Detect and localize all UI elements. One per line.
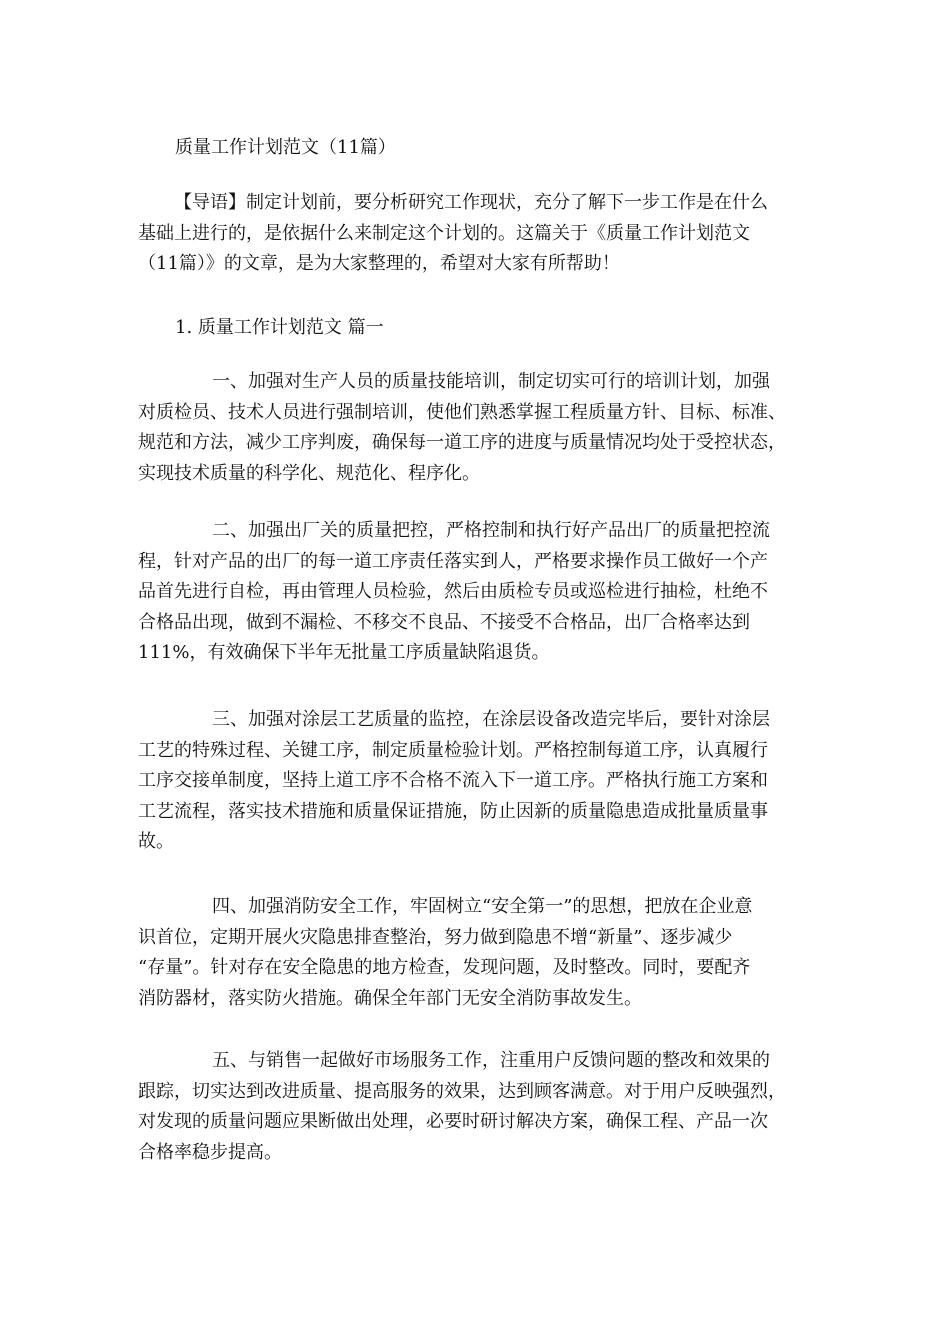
paragraph-line: 五、与销售一起做好市场服务工作，注重用户反馈问题的整改和效果的: [212, 1050, 770, 1071]
paragraph-line: “存量”。针对存在安全隐患的地方检查，发现问题，及时整改。同时，要配齐: [138, 957, 751, 978]
paragraph-line: 实现技术质量的科学化、规范化、程序化。: [138, 462, 480, 484]
paragraph-line: 工艺的特殊过程、关键工序，制定质量检验计划。严格控制每道工序，认真履行: [138, 739, 768, 761]
paragraph-line: 品首先进行自检，再由管理人员检验，然后由质检专员或巡检进行抽检，杜绝不: [138, 581, 768, 602]
paragraph-line: 111%，有效确保下半年无批量工序质量缺陷退货。: [138, 642, 550, 663]
paragraph-line: 工序交接单制度，坚持上道工序不合格不流入下一道工序。严格执行施工方案和: [138, 770, 768, 791]
paragraph-5: [138, 1046, 818, 1168]
intro-paragraph: [138, 188, 818, 280]
intro-line: 基础上进行的，是依据什么来制定这个计划的。这篇关于《质量工作计划范文: [138, 222, 750, 244]
paragraph-line: 对质检员、技术人员进行强制培训，使他们熟悉掌握工程质量方针、目标、标准、: [138, 401, 786, 423]
paragraph-line: 识首位，定期开展火灾隐患排查整治，努力做到隐患不增“新量”、逐步减少: [138, 926, 733, 948]
paragraph-line: 二、加强出厂关的质量把控，严格控制和执行好产品出厂的质量把控流: [212, 520, 770, 541]
paragraph-3: [138, 705, 818, 858]
section-heading: 1. 质量工作计划范文 篇一: [175, 317, 384, 338]
paragraph-2: [138, 516, 818, 669]
paragraph-line: 三、加强对涂层工艺质量的监控，在涂层设备改造完毕后，要针对涂层: [212, 709, 770, 730]
paragraph-4: [138, 892, 818, 1014]
paragraph-line: 故。: [138, 831, 174, 852]
paragraph-line: 工艺流程，落实技术措施和质量保证措施，防止因新的质量隐患造成批量质量事: [138, 800, 768, 822]
paragraph-line: 对发现的质量问题应果断做出处理，必要时研讨解决方案，确保工程、产品一次: [138, 1111, 768, 1132]
paragraph-line: 合格品出现，做到不漏检、不移交不良品、不接受不合格品，出厂合格率达到: [138, 611, 750, 633]
intro-line: 【导语】制定计划前，要分析研究工作现状，充分了解下一步工作是在什么: [174, 192, 768, 213]
intro-line: （11篇）》的文章，是为大家整理的，希望对大家有所帮助！: [138, 253, 620, 274]
paragraph-line: 一、加强对生产人员的质量技能培训，制定切实可行的培训计划，加强: [212, 371, 770, 392]
paragraph-line: 合格率稳步提高。: [138, 1141, 282, 1163]
paragraph-1: [138, 367, 818, 489]
paragraph-line: 消防器材，落实防火措施。确保全年部门无安全消防事故发生。: [138, 987, 642, 1009]
document-title: 质量工作计划范文（11篇）: [175, 137, 396, 158]
paragraph-line: 跟踪，切实达到改进质量、提高服务的效果，达到顾客满意。对于用户反映强烈，: [138, 1080, 786, 1102]
paragraph-line: 规范和方法，减少工序判废，确保每一道工序的进度与质量情况均处于受控状态，: [138, 432, 786, 453]
paragraph-line: 程，针对产品的出厂的每一道工序责任落实到人，严格要求操作员工做好一个产: [138, 550, 768, 572]
paragraph-line: 四、加强消防安全工作，牢固树立“安全第一”的思想，把放在企业意: [212, 896, 753, 917]
